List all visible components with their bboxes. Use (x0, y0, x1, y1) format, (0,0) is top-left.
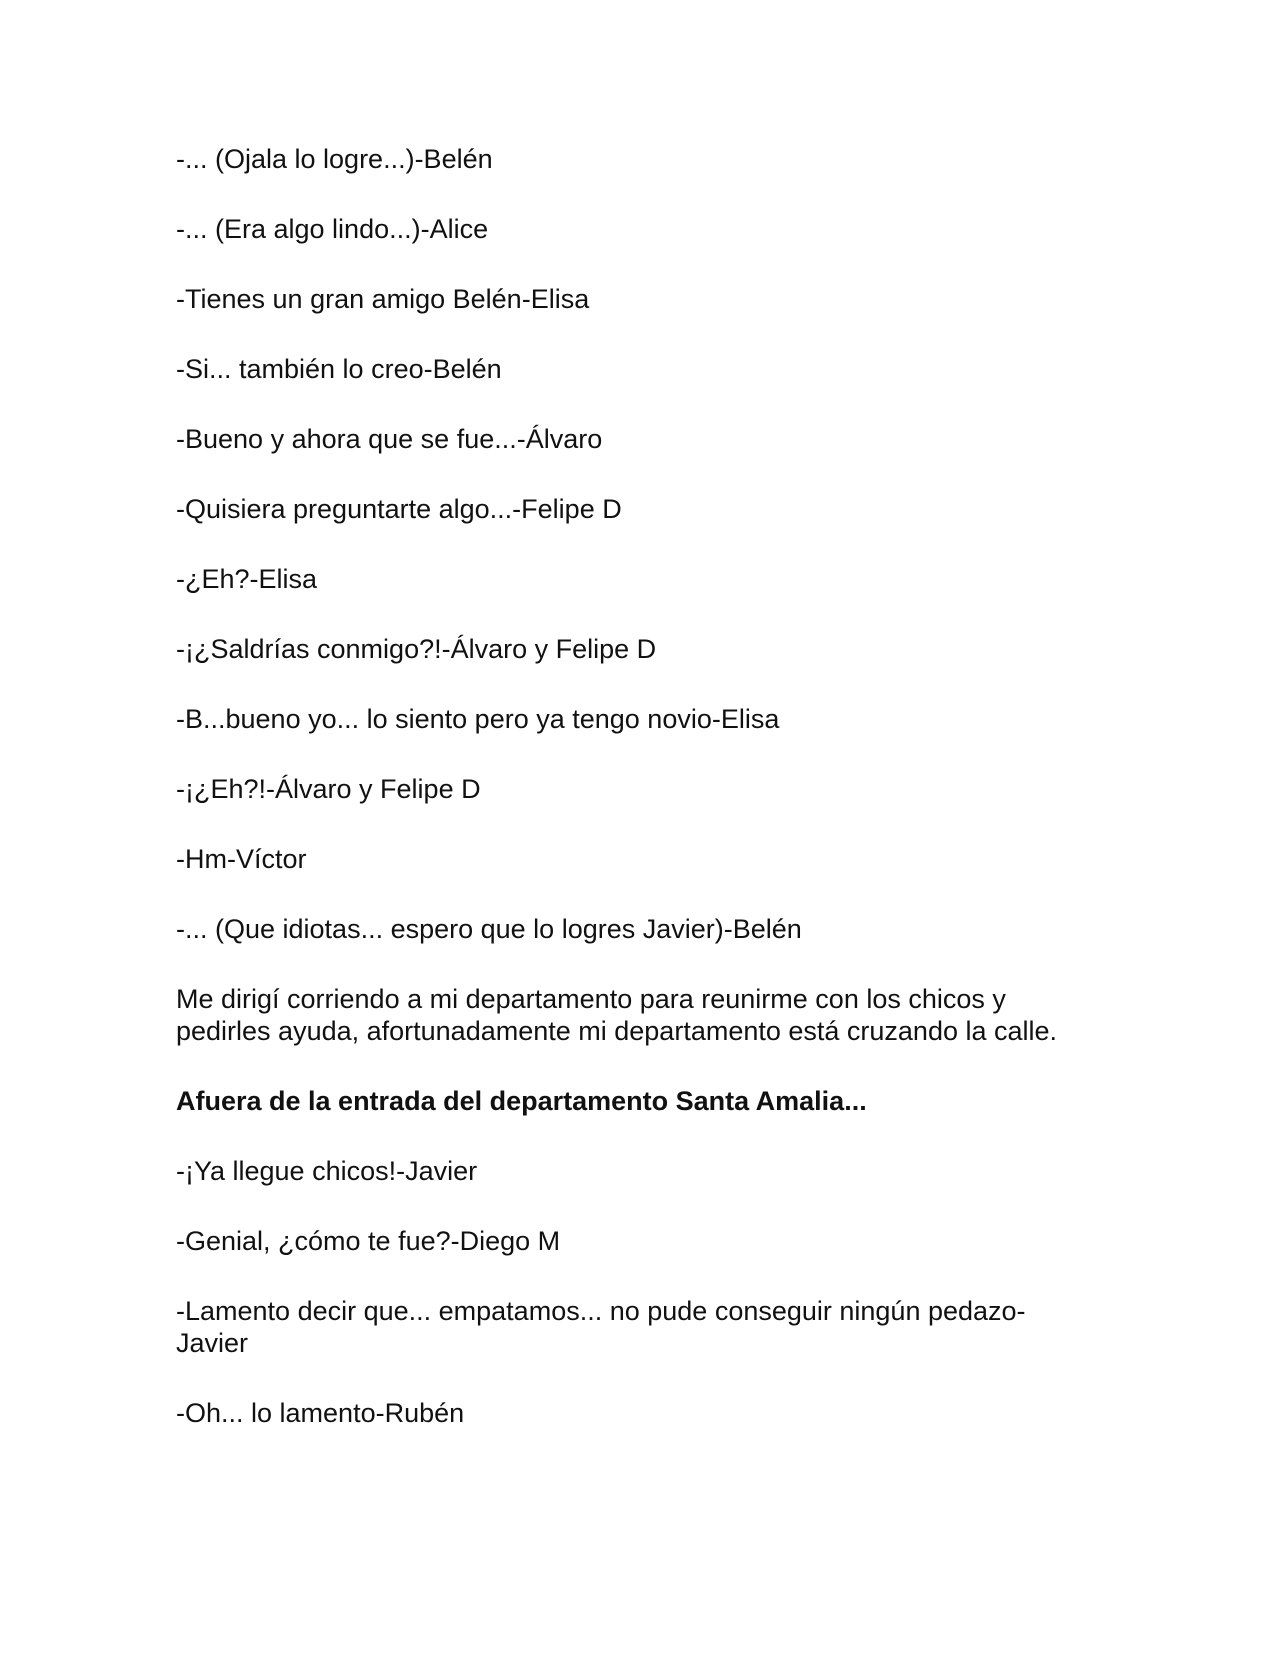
paragraph: -Si... también lo creo-Belén (176, 354, 502, 384)
paragraph: -Bueno y ahora que se fue...-Álvaro (176, 424, 603, 454)
paragraph: -Quisiera preguntarte algo...-Felipe D (176, 494, 622, 524)
paragraph: -¡Ya llegue chicos!-Javier (176, 1156, 478, 1186)
paragraph: -Hm-Víctor (176, 844, 307, 874)
paragraph: -... (Era algo lindo...)-Alice (176, 214, 489, 244)
document-body (176, 143, 1116, 1467)
paragraph: -¿Eh?-Elisa (176, 564, 318, 594)
paragraph: -¡¿Eh?!-Álvaro y Felipe D (176, 774, 481, 804)
paragraph: -... (Ojala lo logre...)-Belén (176, 144, 493, 174)
paragraph: -¡¿Saldrías conmigo?!-Álvaro y Felipe D (176, 634, 657, 664)
paragraph: -... (Que idiotas... espero que lo logres Javier)-Belén (176, 914, 802, 944)
section-heading: Afuera de la entrada del departamento Santa Amalia... (176, 1086, 867, 1116)
paragraph: Me dirigí corriendo a mi departamento para reunirme con los chicos y pedirles ayuda, afortunadamente mi departamento está cruzando la calle. (176, 984, 1058, 1046)
paragraph: -Oh... lo lamento-Rubén (176, 1398, 465, 1428)
paragraph: -Tienes un gran amigo Belén-Elisa (176, 284, 590, 314)
paragraph: -B...bueno yo... lo siento pero ya tengo novio-Elisa (176, 704, 780, 734)
paragraph: -Lamento decir que... empatamos... no pude conseguir ningún pedazo- Javier (176, 1296, 1026, 1358)
paragraph: -Genial, ¿cómo te fue?-Diego M (176, 1226, 561, 1256)
